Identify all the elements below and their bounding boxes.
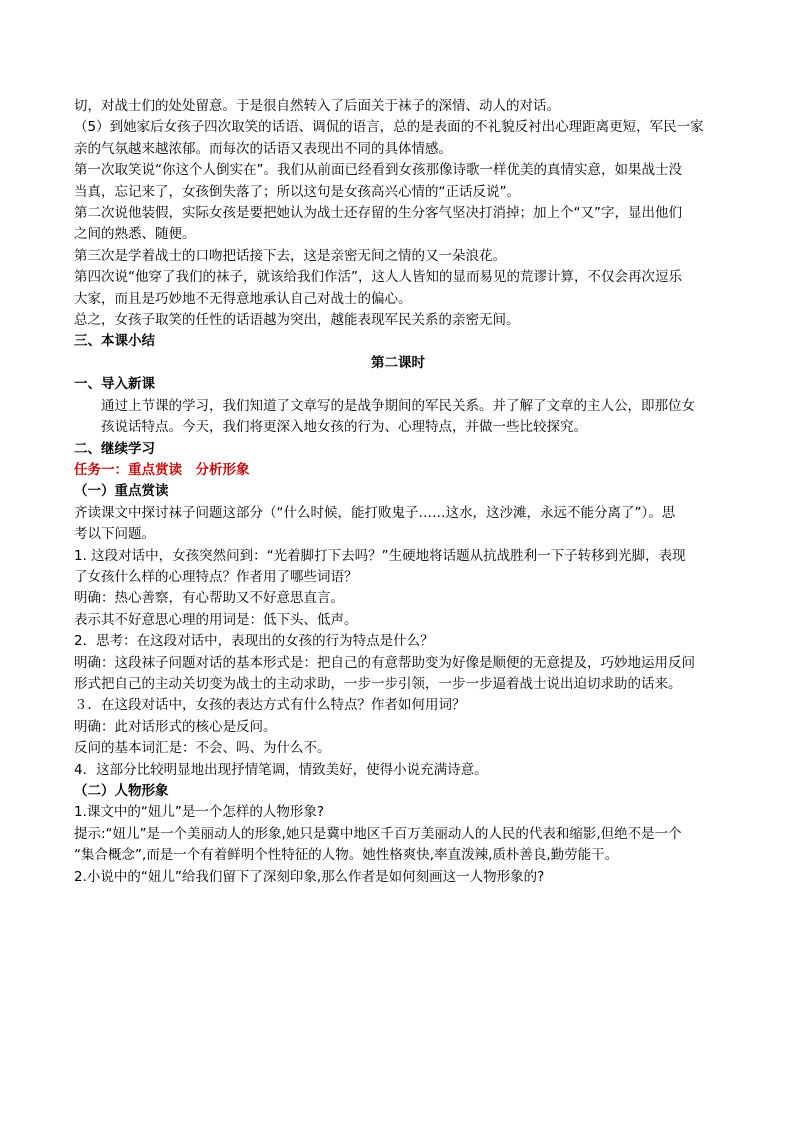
section-heading: 二、继续学习 [74, 440, 155, 457]
body-text: （5）到她家后女孩子四次取笑的话语、调侃的语言，总的是表面的不礼貌反衬出心理距离更短，军民一家 [74, 119, 704, 136]
section-heading: 一、导入新课 [74, 376, 155, 393]
body-text: 明确：这段袜子问题对话的基本形式是：把自己的有意帮助变为好像是顺便的无意提及，巧妙地运用反问 [74, 654, 695, 671]
subsection-heading: （二）人物形象 [74, 783, 169, 799]
body-text: 第三次是学着战士的口吻把话接下去，这是亲密无间之情的又一朵浪花。 [74, 247, 506, 264]
body-text: 形式把自己的主动关切变为战士的主动求助，一步一步引领，一步一步逼着战士说出迫切求助的话来。 [74, 675, 682, 692]
body-text: 孩说话特点。今天，我们将更深入地女孩的行为、心理特点，并做一些比较探究。 [101, 419, 587, 436]
body-text: 1. 这段对话中，女孩突然问到：“光着脚打下去吗？”生硬地将话题从抗战胜利一下子转移到光脚，表现 [74, 547, 686, 564]
body-text: 第一次取笑说“你这个人倒实在”。我们从前面已经看到女孩那像诗歌一样优美的真情实意，如果战士没 [74, 162, 682, 179]
body-text: 亲的气氛越来越浓郁。而每次的话语又表现出不同的具体情感。 [74, 140, 452, 157]
body-text: 总之，女孩子取笑的任性的话语越为突出，越能表现军民关系的亲密无间。 [74, 312, 520, 329]
body-text: 表示其不好意思心理的用词是：低下头、低声。 [74, 611, 358, 628]
body-text: 2.小说中的“妞儿”给我们留下了深刻印象,那么作者是如何刻画这一人物形象的? [74, 868, 545, 885]
body-text: ３．在这段对话中，女孩的表达方式有什么特点？作者如何用词？ [74, 697, 466, 714]
body-text: 大家，而且是巧妙地不无得意地承认自己对战士的偏心。 [74, 290, 412, 307]
body-text: 考以下问题。 [74, 526, 155, 543]
task-heading: 任务一：重点赏读 分析形象 [74, 461, 250, 478]
body-text: 1.课文中的“妞儿”是一个怎样的人物形象? [74, 804, 325, 821]
body-text: 切，对战士们的处处留意。于是很自然转入了后面关于袜子的深情、动人的对话。 [74, 98, 560, 114]
section-heading: 三、本课小结 [74, 333, 155, 350]
body-text: “集合概念”,而是一个有着鲜明个性特征的人物。她性格爽快,率直泼辣,质朴善良,勤劳能干。 [74, 847, 619, 864]
subsection-heading: （一）重点赏读 [74, 483, 169, 500]
body-text: 之间的熟悉、随便。 [74, 226, 196, 243]
body-text: 明确：热心善察，有心帮助又不好意思直言。 [74, 590, 344, 607]
body-text: 2．思考：在这段对话中，表现出的女孩的行为特点是什么？ [74, 633, 434, 650]
body-text: 齐读课文中探讨袜子问题这部分（“什么时候，能打败鬼子……这水，这沙滩，永远不能分离了”）。思 [74, 504, 676, 521]
body-text: 了女孩什么样的心理特点？作者用了哪些词语？ [74, 568, 358, 585]
body-text: 当真，忘记来了，女孩倒失落了；所以这句是女孩高兴心情的“正话反说”。 [74, 183, 520, 200]
document-page [74, 96, 722, 888]
body-text: 第四次说“他穿了我们的袜子，就该给我们作活”，这人人皆知的显而易见的荒谬计算，不仅会再次逗乐 [74, 269, 682, 286]
lesson-title: 第二课时 [371, 354, 425, 371]
body-text: 明确：此对话形式的核心是反问。 [74, 718, 277, 735]
body-text: 第二次说他装假，实际女孩是要把她认为战士还存留的生分客气坚决打消掉；加上个“又”字，显出他们 [74, 205, 682, 222]
body-text: 4．这部分比较明显地出现抒情笔调，情致美好，使得小说充满诗意。 [74, 761, 488, 778]
body-text: 反问的基本词汇是：不会、吗、为什么不。 [74, 740, 331, 757]
body-text: 提示:“妞儿”是一个美丽动人的形象,她只是冀中地区千百万美丽动人的人民的代表和缩影,但绝不是一个 [74, 825, 682, 842]
body-text: 通过上节课的学习，我们知道了文章写的是战争期间的军民关系。并了解了文章的主人公，即那位女 [101, 397, 695, 414]
